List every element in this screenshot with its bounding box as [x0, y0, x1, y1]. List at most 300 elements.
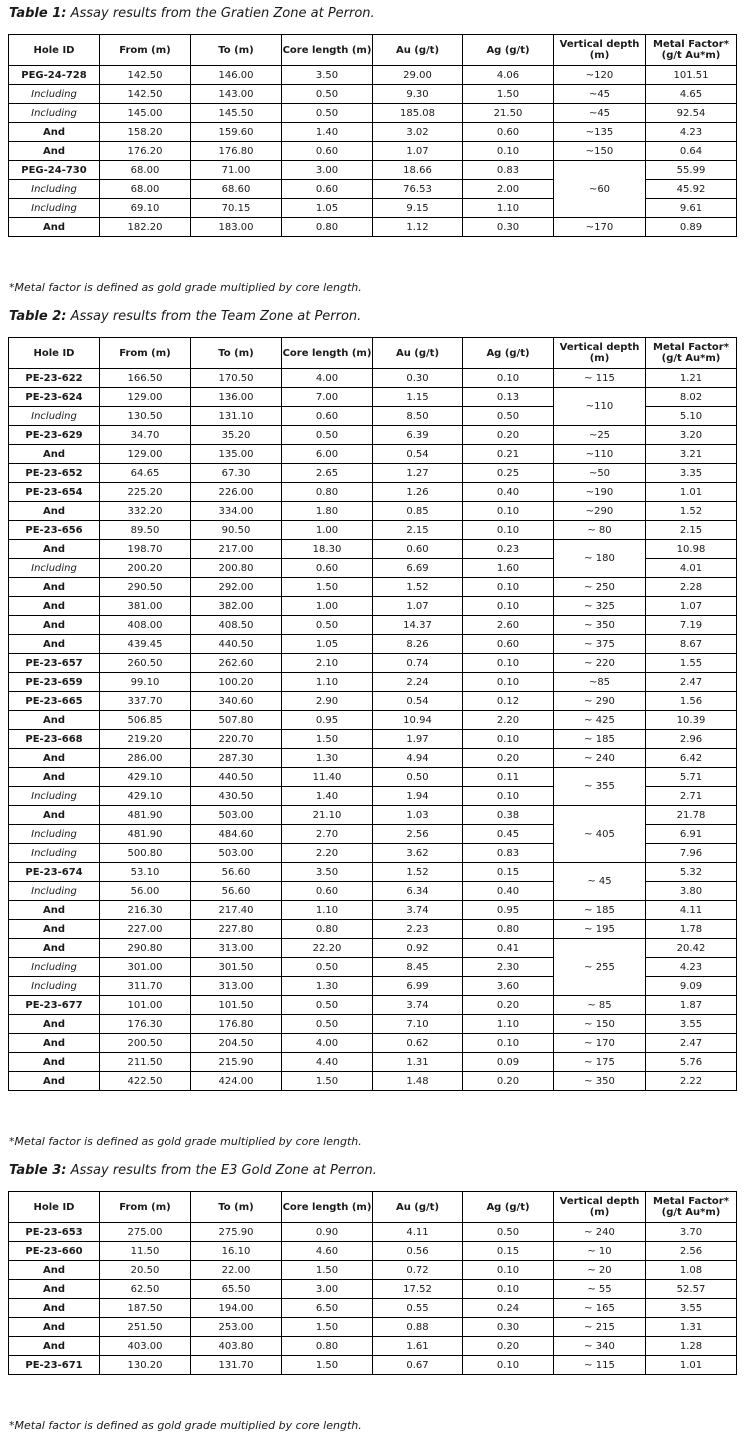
cell-core-length: 4.00 [282, 1034, 373, 1053]
cell-core-length: 3.50 [282, 863, 373, 882]
table-row [9, 1280, 737, 1299]
table-row [9, 939, 737, 958]
table-row [9, 1261, 737, 1280]
cell-metal-factor: 1.78 [646, 920, 737, 939]
header-ag: Ag (g/t) [463, 338, 554, 369]
cell-au: 1.07 [373, 142, 463, 161]
table-row [9, 502, 737, 521]
cell-to: 403.80 [191, 1337, 282, 1356]
table-row [9, 692, 737, 711]
cell-hole-id: PE-23-659 [9, 673, 100, 692]
cell-hole-id: And [9, 578, 100, 597]
cell-to: 253.00 [191, 1318, 282, 1337]
cell-ag: 0.50 [463, 407, 554, 426]
cell-metal-factor: 0.89 [646, 218, 737, 237]
cell-core-length: 4.00 [282, 369, 373, 388]
cell-to: 340.60 [191, 692, 282, 711]
cell-au: 1.27 [373, 464, 463, 483]
cell-to: 70.15 [191, 199, 282, 218]
cell-hole-id: PE-23-674 [9, 863, 100, 882]
cell-ag: 0.60 [463, 123, 554, 142]
cell-au: 4.11 [373, 1223, 463, 1242]
cell-core-length: 1.30 [282, 977, 373, 996]
cell-hole-id: PE-23-622 [9, 369, 100, 388]
cell-ag: 3.60 [463, 977, 554, 996]
cell-core-length: 0.50 [282, 426, 373, 445]
table-row [9, 806, 737, 825]
cell-to: 176.80 [191, 142, 282, 161]
cell-from: 158.20 [100, 123, 191, 142]
cell-metal-factor: 10.98 [646, 540, 737, 559]
header-to: To (m) [191, 1192, 282, 1223]
cell-core-length: 1.05 [282, 199, 373, 218]
cell-to: 334.00 [191, 502, 282, 521]
cell-vertical-depth: ~ 115 [554, 1356, 646, 1375]
cell-hole-id: PE-23-668 [9, 730, 100, 749]
table-2-caption-label: Table 2: [9, 309, 67, 324]
cell-to: 68.60 [191, 180, 282, 199]
cell-ag: 0.25 [463, 464, 554, 483]
table-1-caption [9, 6, 375, 21]
cell-ag: 0.20 [463, 1072, 554, 1091]
table-row [9, 673, 737, 692]
cell-metal-factor: 5.10 [646, 407, 737, 426]
cell-au: 8.50 [373, 407, 463, 426]
cell-from: 481.90 [100, 806, 191, 825]
cell-core-length: 3.00 [282, 1280, 373, 1299]
cell-metal-factor: 3.35 [646, 464, 737, 483]
cell-hole-id: PE-23-665 [9, 692, 100, 711]
table-row [9, 578, 737, 597]
table-row [9, 635, 737, 654]
cell-au: 1.52 [373, 863, 463, 882]
cell-core-length: 2.65 [282, 464, 373, 483]
cell-to: 503.00 [191, 844, 282, 863]
cell-metal-factor: 2.96 [646, 730, 737, 749]
cell-metal-factor: 3.20 [646, 426, 737, 445]
cell-to: 16.10 [191, 1242, 282, 1261]
cell-from: 89.50 [100, 521, 191, 540]
cell-core-length: 21.10 [282, 806, 373, 825]
cell-hole-id: And [9, 445, 100, 464]
table-row [9, 123, 737, 142]
cell-metal-factor: 8.67 [646, 635, 737, 654]
table-row [9, 445, 737, 464]
cell-ag: 0.95 [463, 901, 554, 920]
cell-to: 484.60 [191, 825, 282, 844]
cell-core-length: 1.50 [282, 1356, 373, 1375]
cell-hole-id: And [9, 711, 100, 730]
cell-to: 217.40 [191, 901, 282, 920]
table-row [9, 920, 737, 939]
table-row [9, 1072, 737, 1091]
cell-core-length: 0.50 [282, 616, 373, 635]
cell-core-length: 4.40 [282, 1053, 373, 1072]
cell-to: 145.50 [191, 104, 282, 123]
cell-vertical-depth: ~120 [554, 66, 646, 85]
cell-au: 0.72 [373, 1261, 463, 1280]
cell-hole-id: And [9, 597, 100, 616]
cell-to: 217.00 [191, 540, 282, 559]
table-1 [8, 34, 737, 237]
cell-from: 219.20 [100, 730, 191, 749]
cell-ag: 1.60 [463, 559, 554, 578]
cell-au: 17.52 [373, 1280, 463, 1299]
cell-ag: 0.10 [463, 1034, 554, 1053]
cell-to: 90.50 [191, 521, 282, 540]
cell-hole-id: Including [9, 85, 100, 104]
cell-ag: 0.40 [463, 483, 554, 502]
cell-au: 8.26 [373, 635, 463, 654]
cell-vertical-depth: ~85 [554, 673, 646, 692]
cell-au: 2.24 [373, 673, 463, 692]
cell-from: 34.70 [100, 426, 191, 445]
cell-vertical-depth: ~ 150 [554, 1015, 646, 1034]
cell-au: 0.85 [373, 502, 463, 521]
cell-au: 0.56 [373, 1242, 463, 1261]
cell-from: 64.65 [100, 464, 191, 483]
table-row [9, 369, 737, 388]
cell-ag: 0.15 [463, 863, 554, 882]
cell-from: 429.10 [100, 787, 191, 806]
cell-metal-factor: 20.42 [646, 939, 737, 958]
cell-vertical-depth: ~ 325 [554, 597, 646, 616]
cell-to: 35.20 [191, 426, 282, 445]
cell-from: 408.00 [100, 616, 191, 635]
cell-ag: 0.09 [463, 1053, 554, 1072]
cell-vertical-depth: ~60 [554, 161, 646, 218]
cell-metal-factor: 0.64 [646, 142, 737, 161]
cell-to: 287.30 [191, 749, 282, 768]
cell-to: 292.00 [191, 578, 282, 597]
cell-metal-factor: 7.19 [646, 616, 737, 635]
cell-ag: 4.06 [463, 66, 554, 85]
cell-hole-id: And [9, 1337, 100, 1356]
cell-vertical-depth: ~ 290 [554, 692, 646, 711]
cell-core-length: 0.80 [282, 1337, 373, 1356]
cell-ag: 0.10 [463, 1356, 554, 1375]
cell-metal-factor: 3.21 [646, 445, 737, 464]
cell-au: 1.48 [373, 1072, 463, 1091]
cell-hole-id: PE-23-629 [9, 426, 100, 445]
cell-au: 3.02 [373, 123, 463, 142]
cell-from: 422.50 [100, 1072, 191, 1091]
cell-to: 220.70 [191, 730, 282, 749]
table-row [9, 85, 737, 104]
cell-ag: 0.50 [463, 1223, 554, 1242]
table-row [9, 1356, 737, 1375]
cell-hole-id: And [9, 1034, 100, 1053]
cell-vertical-depth: ~ 340 [554, 1337, 646, 1356]
cell-to: 159.60 [191, 123, 282, 142]
cell-au: 29.00 [373, 66, 463, 85]
cell-from: 251.50 [100, 1318, 191, 1337]
cell-to: 227.80 [191, 920, 282, 939]
cell-ag: 0.10 [463, 369, 554, 388]
cell-to: 65.50 [191, 1280, 282, 1299]
cell-metal-factor: 1.55 [646, 654, 737, 673]
cell-metal-factor: 1.28 [646, 1337, 737, 1356]
cell-metal-factor: 3.55 [646, 1015, 737, 1034]
table-row [9, 1223, 737, 1242]
header-row [9, 1192, 737, 1223]
table-row [9, 1053, 737, 1072]
table-2-caption [9, 309, 361, 324]
cell-hole-id: PEG-24-730 [9, 161, 100, 180]
cell-core-length: 1.10 [282, 673, 373, 692]
header-vertical-depth: Vertical depth (m) [554, 338, 646, 369]
cell-to: 262.60 [191, 654, 282, 673]
cell-hole-id: PE-23-624 [9, 388, 100, 407]
cell-core-length: 0.60 [282, 559, 373, 578]
cell-metal-factor: 1.01 [646, 483, 737, 502]
cell-from: 200.20 [100, 559, 191, 578]
cell-from: 337.70 [100, 692, 191, 711]
cell-to: 408.50 [191, 616, 282, 635]
cell-au: 6.34 [373, 882, 463, 901]
header-metal-factor: Metal Factor* (g/t Au*m) [646, 1192, 737, 1223]
cell-vertical-depth: ~ 240 [554, 1223, 646, 1242]
cell-core-length: 1.00 [282, 521, 373, 540]
cell-from: 99.10 [100, 673, 191, 692]
table-row [9, 1337, 737, 1356]
cell-metal-factor: 1.01 [646, 1356, 737, 1375]
cell-core-length: 1.50 [282, 1261, 373, 1280]
cell-metal-factor: 3.80 [646, 882, 737, 901]
cell-from: 200.50 [100, 1034, 191, 1053]
cell-ag: 0.20 [463, 426, 554, 445]
cell-to: 100.20 [191, 673, 282, 692]
cell-hole-id: PE-23-677 [9, 996, 100, 1015]
cell-ag: 0.60 [463, 635, 554, 654]
header-hole-id: Hole ID [9, 338, 100, 369]
table-row [9, 161, 737, 180]
header-from: From (m) [100, 1192, 191, 1223]
cell-metal-factor: 8.02 [646, 388, 737, 407]
cell-vertical-depth: ~ 170 [554, 1034, 646, 1053]
cell-to: 183.00 [191, 218, 282, 237]
cell-vertical-depth: ~ 185 [554, 901, 646, 920]
cell-au: 0.30 [373, 369, 463, 388]
cell-core-length: 1.30 [282, 749, 373, 768]
cell-to: 56.60 [191, 882, 282, 901]
cell-ag: 0.10 [463, 654, 554, 673]
cell-core-length: 18.30 [282, 540, 373, 559]
cell-core-length: 1.80 [282, 502, 373, 521]
cell-metal-factor: 101.51 [646, 66, 737, 85]
cell-to: 67.30 [191, 464, 282, 483]
cell-from: 506.85 [100, 711, 191, 730]
cell-core-length: 2.90 [282, 692, 373, 711]
cell-hole-id: And [9, 142, 100, 161]
cell-metal-factor: 7.96 [646, 844, 737, 863]
cell-metal-factor: 5.71 [646, 768, 737, 787]
cell-core-length: 0.60 [282, 407, 373, 426]
cell-metal-factor: 1.08 [646, 1261, 737, 1280]
cell-ag: 0.41 [463, 939, 554, 958]
cell-core-length: 0.95 [282, 711, 373, 730]
cell-vertical-depth: ~45 [554, 104, 646, 123]
header-row [9, 35, 737, 66]
cell-au: 14.37 [373, 616, 463, 635]
cell-metal-factor: 9.61 [646, 199, 737, 218]
cell-metal-factor: 10.39 [646, 711, 737, 730]
cell-core-length: 11.40 [282, 768, 373, 787]
cell-from: 130.50 [100, 407, 191, 426]
cell-to: 170.50 [191, 369, 282, 388]
cell-vertical-depth: ~ 20 [554, 1261, 646, 1280]
cell-vertical-depth: ~ 425 [554, 711, 646, 730]
header-hole-id: Hole ID [9, 1192, 100, 1223]
cell-ag: 0.20 [463, 749, 554, 768]
cell-hole-id: PE-23-652 [9, 464, 100, 483]
cell-from: 225.20 [100, 483, 191, 502]
cell-from: 198.70 [100, 540, 191, 559]
cell-ag: 0.45 [463, 825, 554, 844]
cell-from: 403.00 [100, 1337, 191, 1356]
cell-to: 71.00 [191, 161, 282, 180]
cell-core-length: 1.05 [282, 635, 373, 654]
cell-au: 7.10 [373, 1015, 463, 1034]
cell-hole-id: Including [9, 958, 100, 977]
cell-to: 440.50 [191, 635, 282, 654]
table-row [9, 597, 737, 616]
cell-vertical-depth: ~ 175 [554, 1053, 646, 1072]
cell-to: 56.60 [191, 863, 282, 882]
table-row [9, 616, 737, 635]
cell-to: 503.00 [191, 806, 282, 825]
cell-to: 176.80 [191, 1015, 282, 1034]
cell-hole-id: Including [9, 559, 100, 578]
cell-core-length: 7.00 [282, 388, 373, 407]
table-3-caption-label: Table 3: [9, 1163, 67, 1178]
cell-from: 129.00 [100, 445, 191, 464]
cell-from: 290.50 [100, 578, 191, 597]
cell-hole-id: Including [9, 882, 100, 901]
cell-from: 20.50 [100, 1261, 191, 1280]
cell-core-length: 2.70 [282, 825, 373, 844]
cell-ag: 0.80 [463, 920, 554, 939]
cell-vertical-depth: ~ 80 [554, 521, 646, 540]
cell-metal-factor: 5.32 [646, 863, 737, 882]
table-1-footnote: *Metal factor is defined as gold grade multiplied by core length. [9, 281, 362, 294]
cell-metal-factor: 2.47 [646, 673, 737, 692]
cell-core-length: 22.20 [282, 939, 373, 958]
cell-to: 226.00 [191, 483, 282, 502]
cell-vertical-depth: ~ 165 [554, 1299, 646, 1318]
cell-ag: 0.12 [463, 692, 554, 711]
cell-vertical-depth: ~110 [554, 445, 646, 464]
cell-to: 194.00 [191, 1299, 282, 1318]
cell-hole-id: And [9, 502, 100, 521]
cell-ag: 0.11 [463, 768, 554, 787]
header-ag: Ag (g/t) [463, 1192, 554, 1223]
cell-vertical-depth: ~ 255 [554, 939, 646, 996]
cell-au: 3.74 [373, 901, 463, 920]
table-row [9, 1242, 737, 1261]
table-2-caption-text: Assay results from the Team Zone at Perron. [70, 309, 362, 324]
table-row [9, 142, 737, 161]
table-row [9, 1299, 737, 1318]
cell-vertical-depth: ~25 [554, 426, 646, 445]
cell-hole-id: And [9, 1015, 100, 1034]
cell-hole-id: And [9, 920, 100, 939]
cell-au: 1.12 [373, 218, 463, 237]
cell-to: 131.10 [191, 407, 282, 426]
cell-from: 129.00 [100, 388, 191, 407]
cell-metal-factor: 4.11 [646, 901, 737, 920]
cell-ag: 0.20 [463, 996, 554, 1015]
cell-metal-factor: 2.71 [646, 787, 737, 806]
cell-au: 0.54 [373, 445, 463, 464]
cell-core-length: 0.60 [282, 882, 373, 901]
cell-core-length: 0.90 [282, 1223, 373, 1242]
cell-to: 382.00 [191, 597, 282, 616]
cell-vertical-depth: ~ 195 [554, 920, 646, 939]
cell-vertical-depth: ~ 240 [554, 749, 646, 768]
cell-ag: 0.10 [463, 521, 554, 540]
cell-metal-factor: 9.09 [646, 977, 737, 996]
cell-au: 1.94 [373, 787, 463, 806]
header-vertical-depth: Vertical depth (m) [554, 35, 646, 66]
cell-ag: 0.30 [463, 218, 554, 237]
table-row [9, 730, 737, 749]
cell-from: 182.20 [100, 218, 191, 237]
cell-au: 185.08 [373, 104, 463, 123]
cell-au: 6.99 [373, 977, 463, 996]
table-3-caption [9, 1163, 377, 1178]
cell-from: 311.70 [100, 977, 191, 996]
table-3 [8, 1191, 737, 1375]
cell-ag: 2.60 [463, 616, 554, 635]
cell-core-length: 0.50 [282, 104, 373, 123]
cell-to: 440.50 [191, 768, 282, 787]
cell-au: 0.88 [373, 1318, 463, 1337]
cell-from: 290.80 [100, 939, 191, 958]
cell-hole-id: Including [9, 825, 100, 844]
cell-hole-id: And [9, 540, 100, 559]
cell-vertical-depth: ~ 85 [554, 996, 646, 1015]
cell-from: 286.00 [100, 749, 191, 768]
cell-core-length: 6.50 [282, 1299, 373, 1318]
cell-hole-id: And [9, 1261, 100, 1280]
cell-from: 142.50 [100, 66, 191, 85]
header-au: Au (g/t) [373, 1192, 463, 1223]
cell-hole-id: PE-23-671 [9, 1356, 100, 1375]
cell-au: 6.69 [373, 559, 463, 578]
cell-ag: 0.38 [463, 806, 554, 825]
table-row [9, 768, 737, 787]
cell-au: 3.62 [373, 844, 463, 863]
cell-vertical-depth: ~ 55 [554, 1280, 646, 1299]
cell-ag: 0.83 [463, 161, 554, 180]
cell-core-length: 6.00 [282, 445, 373, 464]
cell-core-length: 0.80 [282, 218, 373, 237]
cell-au: 0.55 [373, 1299, 463, 1318]
cell-ag: 0.30 [463, 1318, 554, 1337]
cell-vertical-depth: ~110 [554, 388, 646, 426]
cell-au: 2.23 [373, 920, 463, 939]
cell-metal-factor: 4.23 [646, 958, 737, 977]
header-metal-factor: Metal Factor* (g/t Au*m) [646, 35, 737, 66]
cell-core-length: 1.50 [282, 1072, 373, 1091]
cell-from: 176.20 [100, 142, 191, 161]
cell-vertical-depth: ~ 350 [554, 616, 646, 635]
cell-metal-factor: 3.55 [646, 1299, 737, 1318]
cell-vertical-depth: ~ 10 [554, 1242, 646, 1261]
cell-au: 0.62 [373, 1034, 463, 1053]
cell-to: 313.00 [191, 977, 282, 996]
